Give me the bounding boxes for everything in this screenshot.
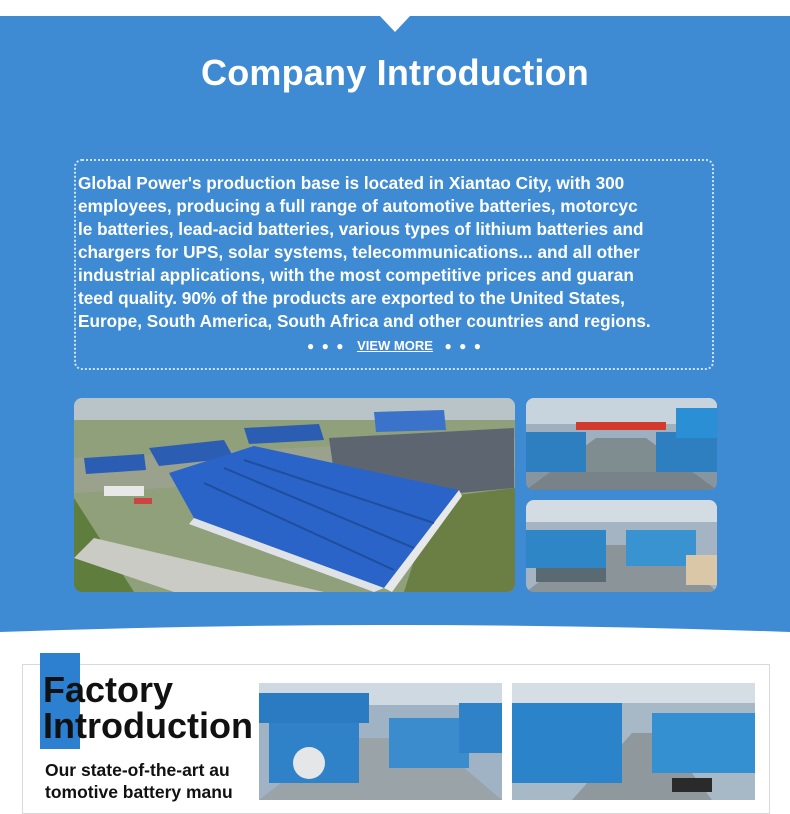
factory-description bbox=[45, 759, 255, 803]
factory-introduction-title bbox=[43, 669, 253, 746]
factory-production-line-photo bbox=[259, 683, 502, 800]
factory-desc-line2: tomotive battery manu bbox=[45, 782, 233, 802]
intro-line: le batteries, lead-acid batteries, various types of lithium batteries and bbox=[78, 219, 644, 239]
factory-assembly-line-photo bbox=[512, 683, 755, 800]
workshop-photo-top bbox=[526, 398, 717, 490]
dots-left-icon: ● ● ● bbox=[307, 339, 346, 353]
intro-line: Europe, South America, South Africa and other countries and regions. bbox=[78, 311, 651, 331]
view-more-link[interactable]: VIEW MORE bbox=[357, 338, 433, 353]
factory-desc-line1: Our state-of-the-art au bbox=[45, 760, 230, 780]
intro-line: Global Power's production base is located in Xiantao City, with 300 bbox=[78, 173, 625, 193]
factory-title-line2: Introduction bbox=[43, 705, 253, 746]
factory-title-line1: Factory bbox=[43, 669, 174, 710]
band-bottom-curve bbox=[0, 608, 790, 648]
company-intro-paragraph bbox=[78, 172, 718, 333]
intro-line: industrial applications, with the most competitive prices and guaran bbox=[78, 265, 634, 285]
intro-line: chargers for UPS, solar systems, telecommunications... and all other bbox=[78, 242, 640, 262]
top-notch-divider bbox=[0, 0, 790, 34]
intro-line: teed quality. 90% of the products are exported to the United States, bbox=[78, 288, 625, 308]
dots-right-icon: ● ● ● bbox=[444, 339, 483, 353]
company-introduction-title: Company Introduction bbox=[201, 52, 589, 93]
intro-line: employees, producing a full range of automotive batteries, motorcyc bbox=[78, 196, 638, 216]
view-more-row bbox=[0, 338, 790, 353]
workshop-photo-bottom bbox=[526, 500, 717, 592]
aerial-factory-photo bbox=[74, 398, 515, 592]
